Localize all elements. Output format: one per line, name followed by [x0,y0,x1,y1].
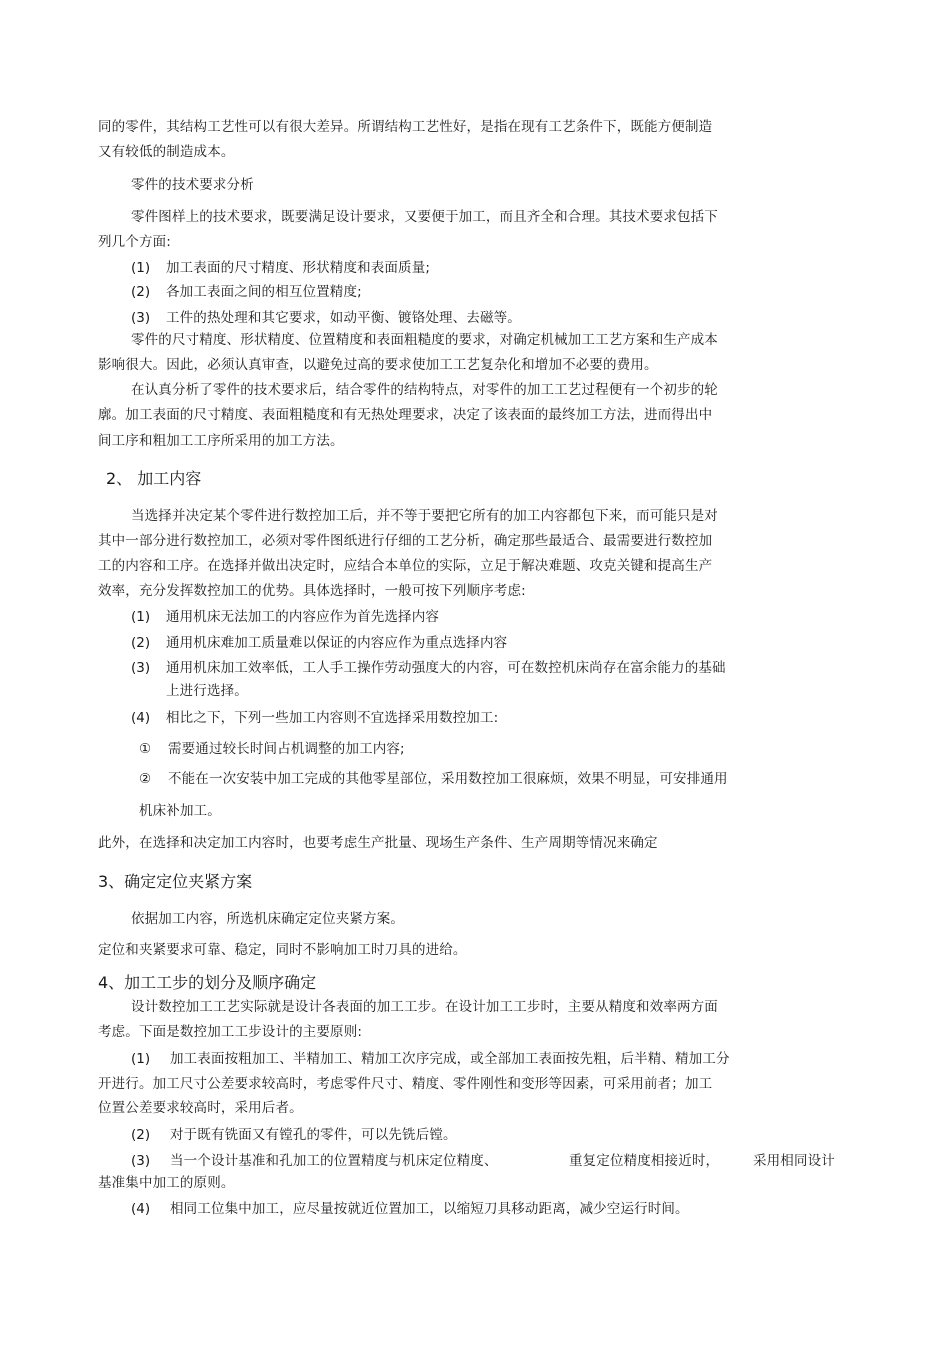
circled-number: ② [139,771,152,787]
list-item: 需要通过较长时间占机调整的加工内容; [168,741,405,757]
list-item: 上进行选择。 [166,683,248,699]
list-item: 各加工表面之间的相互位置精度; [166,284,362,300]
list-item: 通用机床加工效率低，工人手工操作劳动强度大的内容，可在数控机床尚存在富余能力的基础 [166,660,726,676]
section-heading-4: 4、加工工步的划分及顺序确定 [98,973,317,992]
section-heading-2: 2、 加工内容 [106,469,202,488]
list-item: 通用机床无法加工的内容应作为首先选择内容 [166,609,439,625]
list-number: (1) [131,1051,151,1067]
paragraph-line: 当选择并决定某个零件进行数控加工后，并不等于要把它所有的加工内容都包下来，而可能只是对 [131,508,718,524]
paragraph-line: 零件图样上的技术要求，既要满足设计要求，又要便于加工，而且齐全和合理。其技术要求包括下 [131,209,718,225]
list-number: (4) [131,1201,151,1217]
section-heading-3: 3、确定定位夹紧方案 [98,872,253,891]
paragraph-line: 设计数控加工工艺实际就是设计各表面的加工工步。在设计加工工步时，主要从精度和效率两方面 [131,999,718,1015]
paragraph-line: 此外，在选择和决定加工内容时，也要考虑生产批量、现场生产条件、生产周期等情况来确定 [98,835,658,851]
paragraph-line: 廓。加工表面的尺寸精度、表面粗糙度和有无热处理要求，决定了该表面的最终加工方法，进而得出中 [98,407,713,423]
list-number: (2) [131,1127,151,1143]
intro-line-1: 同的零件，其结构工艺性可以有很大差异。所谓结构工艺性好，是指在现有工艺条件下，既能方便制造 [98,119,713,135]
list-number: (1) [131,260,151,276]
list-number: (2) [131,284,151,300]
paragraph-line: 效率，充分发挥数控加工的优势。具体选择时，一般可按下列顺序考虑: [98,583,526,599]
list-number: (3) [131,1153,151,1169]
list-item: 加工表面的尺寸精度、形状精度和表面质量; [166,260,431,276]
paragraph-line: 依据加工内容，所选机床确定定位夹紧方案。 [131,911,404,927]
paragraph-line: 工的内容和工序。在选择并做出决定时，应结合本单位的实际，立足于解决难题、攻克关键和提高生产 [98,558,713,574]
list-item: 位置公差要求较高时，采用后者。 [98,1100,303,1116]
paragraph-line: 零件的尺寸精度、形状精度、位置精度和表面粗糙度的要求，对确定机械加工工艺方案和生产成本 [131,332,718,348]
list-item: 基准集中加工的原则。 [98,1175,235,1191]
list-item: 通用机床难加工质量难以保证的内容应作为重点选择内容 [166,635,508,651]
section-subtitle: 零件的技术要求分析 [131,177,254,193]
list-number: (3) [131,310,151,326]
list-item: 对于既有铣面又有镗孔的零件，可以先铣后镗。 [170,1127,457,1143]
paragraph-line: 其中一部分进行数控加工，必须对零件图纸进行仔细的工艺分析，确定那些最适合、最需要进行数控加 [98,533,713,549]
paragraph-line: 考虑。下面是数控加工工步设计的主要原则: [98,1024,363,1040]
list-item: 加工表面按粗加工、半精加工、精加工次序完成，或全部加工表面按先粗，后半精、精加工分 [170,1051,730,1067]
list-item: 重复定位精度相接近时， [569,1153,720,1169]
intro-line-2: 又有较低的制造成本。 [98,144,235,160]
paragraph-line: 列几个方面: [98,234,171,250]
list-item: 工件的热处理和其它要求，如动平衡、镀铬处理、去磁等。 [166,310,521,326]
list-number: (3) [131,660,151,676]
list-item: 机床补加工。 [139,803,221,819]
list-number: (4) [131,710,151,726]
paragraph-line: 影响很大。因此，必须认真审查，以避免过高的要求使加工工艺复杂化和增加不必要的费用。 [98,357,658,373]
list-item: 采用相同设计 [753,1153,835,1169]
list-number: (2) [131,635,151,651]
list-item: 当一个设计基准和孔加工的位置精度与机床定位精度、 [170,1153,498,1169]
circled-number: ① [139,741,152,757]
list-item: 相比之下，下列一些加工内容则不宜选择采用数控加工: [166,710,499,726]
list-item: 不能在一次安装中加工完成的其他零星部位，采用数控加工很麻烦，效果不明显，可安排通用 [168,771,728,787]
list-number: (1) [131,609,151,625]
paragraph-line: 定位和夹紧要求可靠、稳定，同时不影响加工时刀具的进给。 [98,942,467,958]
list-item: 开进行。加工尺寸公差要求较高时，考虑零件尺寸、精度、零件刚性和变形等因素，可采用前者；加工 [98,1076,713,1092]
list-item: 相同工位集中加工，应尽量按就近位置加工，以缩短刀具移动距离，减少空运行时间。 [170,1201,689,1217]
paragraph-line: 在认真分析了零件的技术要求后，结合零件的结构特点，对零件的加工工艺过程便有一个初步的轮 [131,382,718,398]
paragraph-line: 间工序和粗加工工序所采用的加工方法。 [98,433,344,449]
